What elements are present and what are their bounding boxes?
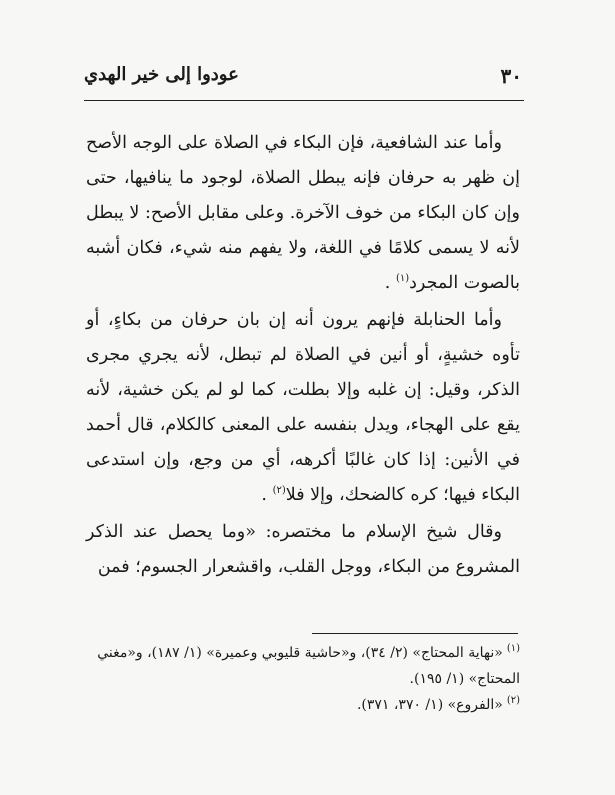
footnote-text: «نهاية المحتاج» (٢/ ٣٤)، و«حاشية قليوبي وعميرة» (١/ ١٨٧)، و«مغني المحتاج» (١/ ١٩٥). [97, 645, 520, 687]
page-number: ٣٠ [500, 64, 522, 88]
paragraph-end: . [261, 485, 267, 505]
footnote-text: «الفروع» (١/ ٣٧٠، ٣٧١). [356, 697, 503, 713]
footnote-number: (١) [506, 643, 520, 655]
running-title: عودوا إلى خير الهدي [84, 64, 239, 85]
footnote-number: (٢) [506, 695, 520, 707]
footnotes [86, 640, 520, 718]
footnote-rule [312, 633, 518, 634]
paragraph-text: وأما عند الشافعية، فإن البكاء في الصلاة على الوجه الأصح إن ظهر به حرفان فإنه يبطل الصلاة، لوجود ما ينافيها، حتى وإن كان البكاء من خوف الآخرة. وعلى مقابل الأصح: لا يبطل لأنه لا يسمى كلامًا في اللغة، ولا يفهم منه شيء، فكان أشبه بالصوت المجرد [86, 133, 520, 293]
footnote-reference: (٢) [272, 485, 286, 497]
paragraph-hanbali [86, 303, 520, 513]
page-header [84, 60, 522, 96]
paragraph-shafii [86, 126, 520, 301]
paragraph-end: . [384, 273, 391, 293]
footnote-1 [86, 640, 520, 692]
footnote-reference: (١) [395, 273, 410, 285]
footnote-2 [86, 692, 520, 718]
paragraph-ibn-taymiyya [86, 515, 520, 585]
paragraph-text: وقال شيخ الإسلام ما مختصره: «وما يحصل عند الذكر المشروع من البكاء، ووجل القلب، واقشعرار الجسوم؛ فمن [86, 522, 520, 577]
header-rule [84, 100, 524, 101]
body-text [86, 126, 520, 585]
paragraph-text: وأما الحنابلة فإنهم يرون أنه إن بان حرفان من بكاءٍ، أو تأوه خشيةٍ، أو أنين في الصلاة لم تبطل، لأنه يجري مجرى الذكر، وقيل: إن غلبه وإلا بطلت، كما لو لم يكن خشية، لأنه يقع على الهجاء، ويدل بنفسه على المعنى كالكلام، قال أحمد في الأنين: إذا كان غالبًا أكرهه، أي من وجع، وإن استدعى البكاء فيها؛ كره كالضحك، وإلا فلا [86, 310, 520, 505]
